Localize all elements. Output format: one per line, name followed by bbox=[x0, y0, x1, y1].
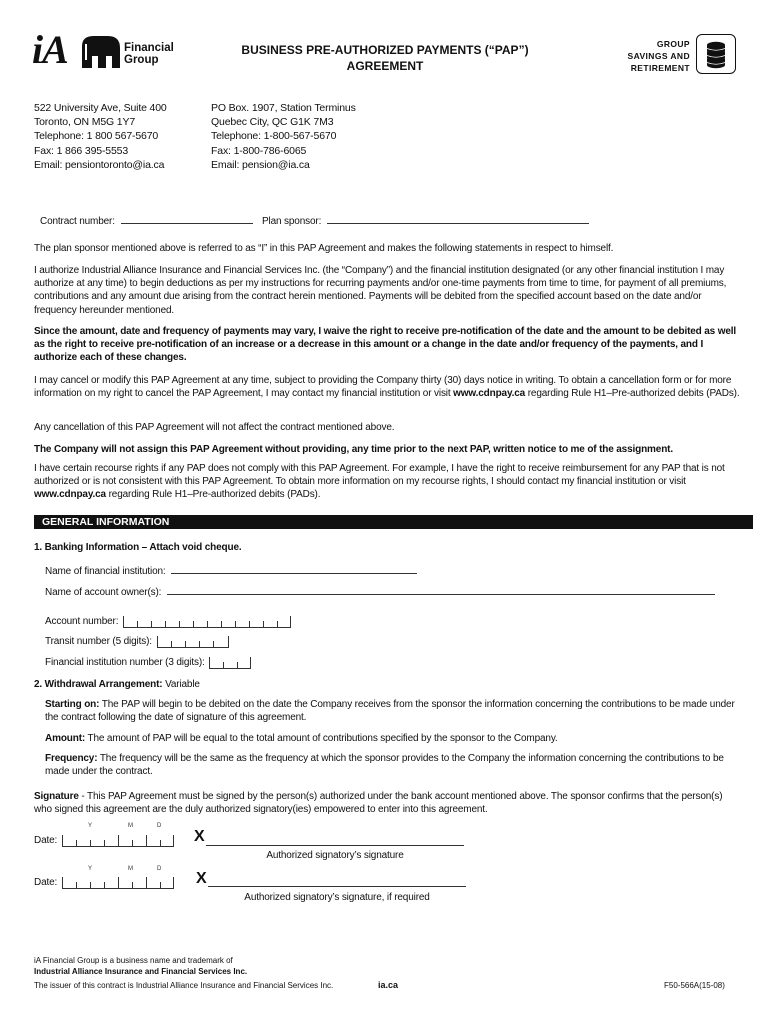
badge-line2: SAVINGS AND bbox=[627, 51, 690, 61]
account-number-label: Account number: bbox=[45, 616, 119, 627]
section-title: GENERAL INFORMATION bbox=[42, 516, 170, 528]
address-line: Quebec City, QC G1K 7M3 bbox=[211, 116, 334, 129]
banking-info-heading: 1. Banking Information bbox=[34, 542, 140, 553]
amount-text: The amount of PAP will be equal to the total amount of contributions specified by the sponsor to the Company. bbox=[85, 733, 558, 744]
cdnpay-link[interactable]: www.cdnpay.ca bbox=[453, 388, 526, 400]
date-row-1 bbox=[34, 834, 174, 847]
transit-number-field[interactable] bbox=[157, 636, 229, 648]
badge-line1: GROUP bbox=[656, 39, 690, 49]
page-title-line2: AGREEMENT bbox=[346, 59, 424, 73]
paragraph-cancellation-effect: Any cancellation of this PAP Agreement will not affect the contract mentioned above. bbox=[34, 422, 395, 433]
paragraph-waiver: Since the amount, date and frequency of payments may vary, I waive the right to receive pre-notification of the date and the amount to be debited as well as the right to receive pre-notification of an increase or a decrease in this amount or a change in the date and/or frequency of the payments, and I authorize each of these changes. bbox=[34, 326, 737, 364]
date-label: Date: bbox=[34, 835, 58, 846]
starting-on-paragraph bbox=[45, 698, 735, 724]
address-line: Toronto, ON M5G 1Y7 bbox=[34, 116, 136, 129]
frequency-text: The frequency will be the same as the frequency at which the sponsor provides to the Company the information concerning the contributions to be made under the contract. bbox=[45, 753, 724, 778]
logo-name bbox=[124, 42, 174, 66]
address-toronto bbox=[34, 101, 167, 172]
address-line: Telephone: 1 800 567-5670 bbox=[34, 130, 159, 143]
contract-number-field[interactable] bbox=[121, 213, 253, 224]
group-badge bbox=[610, 38, 690, 74]
paragraph-cancel bbox=[34, 374, 740, 400]
paragraph-recourse bbox=[34, 462, 740, 502]
signature-caption-2: Authorized signatory’s signature, if required bbox=[244, 892, 430, 903]
coins-icon bbox=[696, 34, 736, 74]
signature-caption-1: Authorized signatory’s signature bbox=[266, 850, 404, 861]
account-owner-field[interactable] bbox=[167, 584, 715, 595]
address-quebec bbox=[211, 101, 356, 172]
frequency-paragraph bbox=[45, 752, 735, 778]
withdrawal-value: Variable bbox=[162, 679, 200, 690]
account-owner-row bbox=[45, 584, 715, 599]
logo-name-line1: Financial bbox=[124, 42, 174, 54]
page-title-line1: BUSINESS PRE-AUTHORIZED PAYMENTS (“PAP”) bbox=[241, 43, 529, 57]
date-field-1[interactable] bbox=[62, 835, 174, 847]
address-line: Email: pension@ia.ca bbox=[211, 158, 310, 171]
transit-number-label: Transit number (5 digits): bbox=[45, 636, 152, 647]
account-owner-label: Name of account owner(s): bbox=[45, 587, 162, 598]
transit-number-row bbox=[45, 635, 229, 648]
address-line: Email: pensiontoronto@ia.ca bbox=[34, 158, 165, 171]
plan-sponsor-field[interactable] bbox=[327, 213, 589, 224]
plan-sponsor-row bbox=[262, 213, 589, 228]
address-line: Telephone: 1-800-567-5670 bbox=[211, 130, 337, 143]
footer-issuer: The issuer of this contract is Industrial Alliance Insurance and Financial Services Inc. bbox=[34, 981, 334, 990]
financial-institution-label: Name of financial institution: bbox=[45, 566, 166, 577]
logo-name-line2: Group bbox=[124, 54, 159, 66]
withdrawal-title bbox=[34, 678, 200, 691]
frequency-label: Frequency: bbox=[45, 753, 98, 764]
footer-site[interactable]: ia.ca bbox=[378, 980, 399, 990]
logo bbox=[32, 27, 182, 76]
day-caption: D bbox=[157, 823, 162, 829]
amount-label: Amount: bbox=[45, 733, 86, 744]
paragraph-intro: The plan sponsor mentioned above is referred to as “I” in this PAP Agreement and makes the following statements in respect to himself. bbox=[34, 243, 614, 254]
page-title bbox=[210, 42, 560, 74]
cdnpay-link[interactable]: www.cdnpay.ca bbox=[34, 489, 106, 501]
paragraph-authorize: I authorize Industrial Alliance Insurance and Financial Services Inc. (the “Company”) and the financial institution designated (or any other financial institution I may authorize at any time) to begin deductions as per my instructions for recurring payments and/or one-time payments from time to time, for payment of all premiums, contributions and any amount due arising from the contract herein mentioned. Payments will be debited from the specified account based on the date and/or frequency hereunder mentioned. bbox=[34, 265, 727, 316]
footer-trademark bbox=[34, 956, 247, 977]
signature-paragraph bbox=[34, 790, 740, 816]
cancel-text-end: regarding Rule H1–Pre-authorized debits (PADs). bbox=[525, 388, 740, 400]
signature-x-mark: X bbox=[196, 870, 207, 887]
financial-institution-row bbox=[45, 563, 417, 578]
month-caption: M bbox=[128, 866, 133, 872]
address-line: 522 University Ave, Suite 400 bbox=[34, 102, 167, 114]
form-code: F50-566A(15-08) bbox=[664, 981, 725, 990]
badge-line3: RETIREMENT bbox=[630, 63, 690, 73]
year-caption: Y bbox=[88, 866, 93, 872]
signature-text: - This PAP Agreement must be signed by the person(s) authorized under the bank account mentioned above. The sponsor confirms that the person(s) who signed this agreement are the duly authorized signatory(ies) empowered to enter into this agreement. bbox=[34, 791, 723, 816]
financial-institution-field[interactable] bbox=[171, 563, 417, 574]
institution-number-row bbox=[45, 656, 251, 669]
contract-number-label: Contract number: bbox=[40, 216, 115, 227]
institution-number-label: Financial institution number (3 digits): bbox=[45, 657, 205, 668]
logo-ia-text: iA bbox=[32, 27, 68, 72]
banking-info-sub: – Attach void cheque. bbox=[139, 542, 242, 553]
date-row-2 bbox=[34, 876, 174, 889]
account-number-field[interactable] bbox=[123, 616, 291, 628]
date-label: Date: bbox=[34, 877, 58, 888]
footer-line1: iA Financial Group is a business name and trademark of bbox=[34, 956, 233, 965]
address-line: Fax: 1-800-786-6065 bbox=[211, 144, 307, 157]
withdrawal-heading: 2. Withdrawal Arrangement: bbox=[34, 679, 163, 690]
year-caption: Y bbox=[88, 823, 93, 829]
account-number-row bbox=[45, 615, 291, 628]
month-caption: M bbox=[128, 823, 133, 829]
elephant-icon bbox=[78, 34, 122, 70]
starting-on-label: Starting on: bbox=[45, 699, 100, 710]
institution-number-field[interactable] bbox=[209, 657, 251, 669]
footer-line2: Industrial Alliance Insurance and Financial Services Inc. bbox=[34, 966, 248, 976]
recourse-text: I have certain recourse rights if any PAP does not comply with this PAP Agreement. For example, I have the right to receive reimbursement for any PAP that is not authorized or is not consistent with this PAP Agreement. To obtain more information on my recourse rights, I should contact my financial institution or visit bbox=[34, 463, 725, 488]
date-field-2[interactable] bbox=[62, 877, 174, 889]
banking-info-title bbox=[34, 541, 242, 554]
plan-sponsor-label: Plan sponsor: bbox=[262, 216, 322, 227]
signature-line-2[interactable] bbox=[208, 886, 466, 887]
contract-number-row bbox=[40, 213, 253, 228]
section-header-general bbox=[34, 515, 753, 529]
signature-x-mark: X bbox=[194, 828, 205, 845]
address-line: PO Box. 1907, Station Terminus bbox=[211, 102, 356, 114]
address-line: Fax: 1 866 395-5553 bbox=[34, 144, 129, 157]
starting-on-text: The PAP will begin to be debited on the date the Company receives from the sponsor the information concerning the contributions to be made under the contract following the date of signature of this agreement. bbox=[45, 699, 735, 724]
recourse-text-end: regarding Rule H1–Pre-authorized debits (PADs). bbox=[105, 489, 321, 501]
cancel-text: I may cancel or modify this PAP Agreement at any time, subject to providing the Company thirty (30) days notice in writing. To obtain a cancellation form or for more information on my right to cancel the PAP Agreement, I may contact my financial institution or visit bbox=[34, 375, 732, 400]
amount-paragraph bbox=[45, 732, 735, 745]
paragraph-assignment: The Company will not assign this PAP Agreement without providing, any time prior to the next PAP, written notice to me of the assignment. bbox=[34, 444, 673, 455]
day-caption: D bbox=[157, 866, 162, 872]
signature-line-1[interactable] bbox=[206, 845, 464, 846]
signature-heading: Signature bbox=[34, 791, 79, 802]
